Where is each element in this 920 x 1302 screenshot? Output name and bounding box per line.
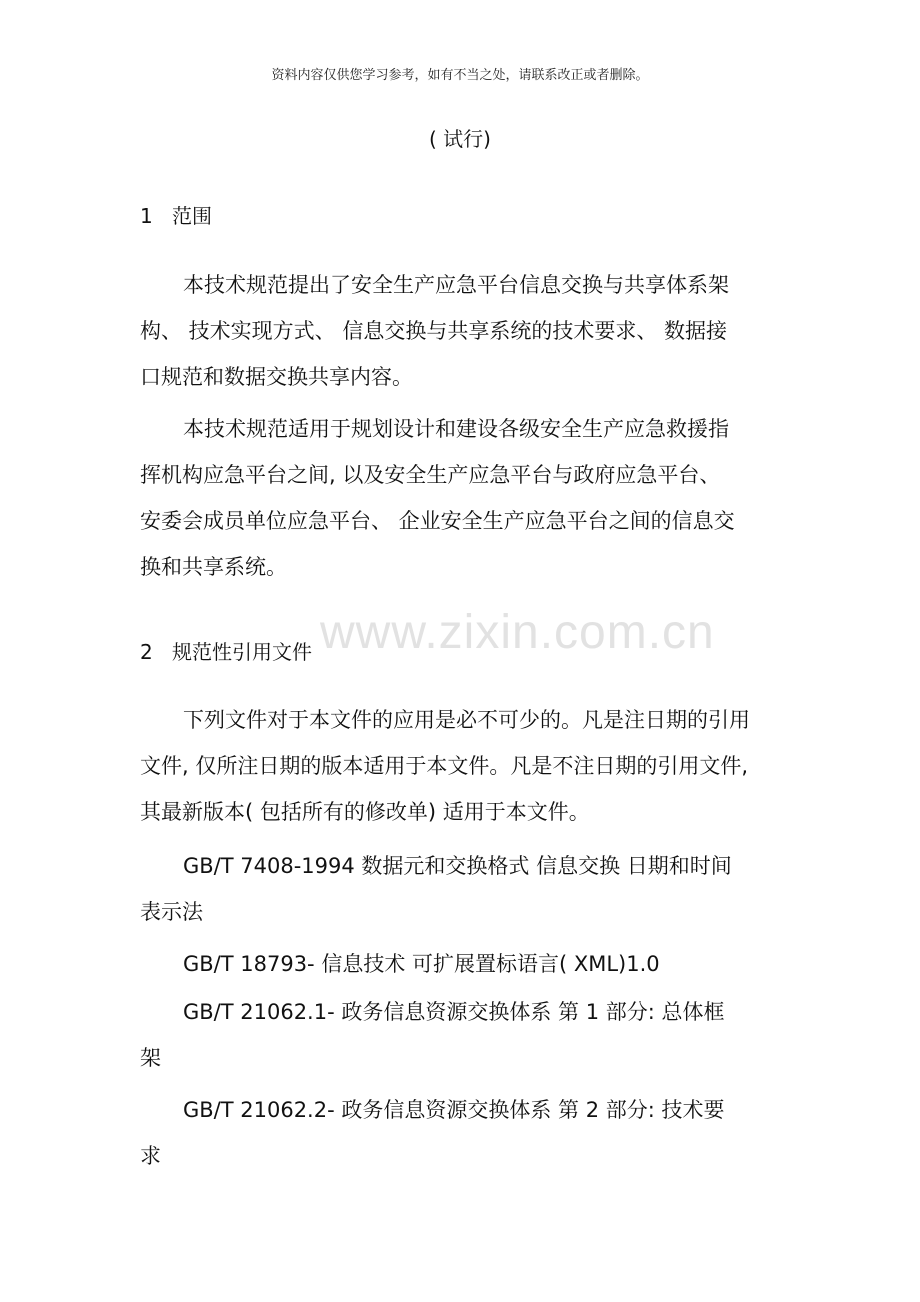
section-1-heading (140, 200, 212, 229)
watermark: www.zixin.com.cn (320, 606, 715, 659)
text-line: 安委会成员单位应急平台、 企业安全生产应急平台之间的信息交 (140, 509, 735, 533)
standard-line: GB/T 7408-1994 数据元和交换格式 信息交换 日期和时间 (183, 854, 732, 878)
standard-line: GB/T 21062.1- 政务信息资源交换体系 第 1 部分: 总体框 (183, 1000, 725, 1024)
section-2-number: 2 (140, 640, 153, 664)
standard-line-continued: 求 (140, 1144, 161, 1168)
trial-label: ( 试行) (429, 127, 491, 151)
text-line: 构、 技术实现方式、 信息交换与共享系统的技术要求、 数据接 (140, 319, 728, 343)
header-note: 资料内容仅供您学习参考，如有不当之处，请联系改正或者删除。 (271, 68, 649, 83)
standard-ref-2 (140, 941, 800, 987)
text-line: 换和共享系统。 (140, 555, 287, 579)
section-1-title: 范围 (172, 204, 212, 228)
section-2-heading (140, 636, 312, 665)
standard-line: GB/T 21062.2- 政务信息资源交换体系 第 2 部分: 技术要 (183, 1098, 725, 1122)
standard-ref-3 (140, 989, 800, 1081)
text-line: 文件, 仅所注日期的版本适用于本文件。凡是不注日期的引用文件, (140, 754, 749, 778)
text-line: 本技术规范适用于规划设计和建设各级安全生产应急救援指 (183, 417, 729, 441)
text-line: 本技术规范提出了安全生产应急平台信息交换与共享体系架 (183, 273, 729, 297)
section-1-paragraph-1 (140, 262, 800, 400)
section-1-paragraph-2 (140, 406, 800, 590)
standard-line-continued: 表示法 (140, 900, 203, 924)
text-line: 口规范和数据交换共享内容。 (140, 365, 413, 389)
text-line: 其最新版本( 包括所有的修改单) 适用于本文件。 (140, 800, 590, 824)
section-2-paragraph (140, 697, 800, 835)
standard-line-continued: 架 (140, 1046, 161, 1070)
standard-ref-4 (140, 1087, 800, 1179)
section-2-title: 规范性引用文件 (172, 640, 312, 664)
section-1-number: 1 (140, 204, 153, 228)
text-line: 挥机构应急平台之间, 以及安全生产应急平台与政府应急平台、 (140, 463, 721, 487)
text-line: 下列文件对于本文件的应用是必不可少的。凡是注日期的引用 (183, 708, 750, 732)
standard-ref-1 (140, 843, 800, 935)
standard-line: GB/T 18793- 信息技术 可扩展置标语言( XML)1.0 (183, 952, 660, 976)
